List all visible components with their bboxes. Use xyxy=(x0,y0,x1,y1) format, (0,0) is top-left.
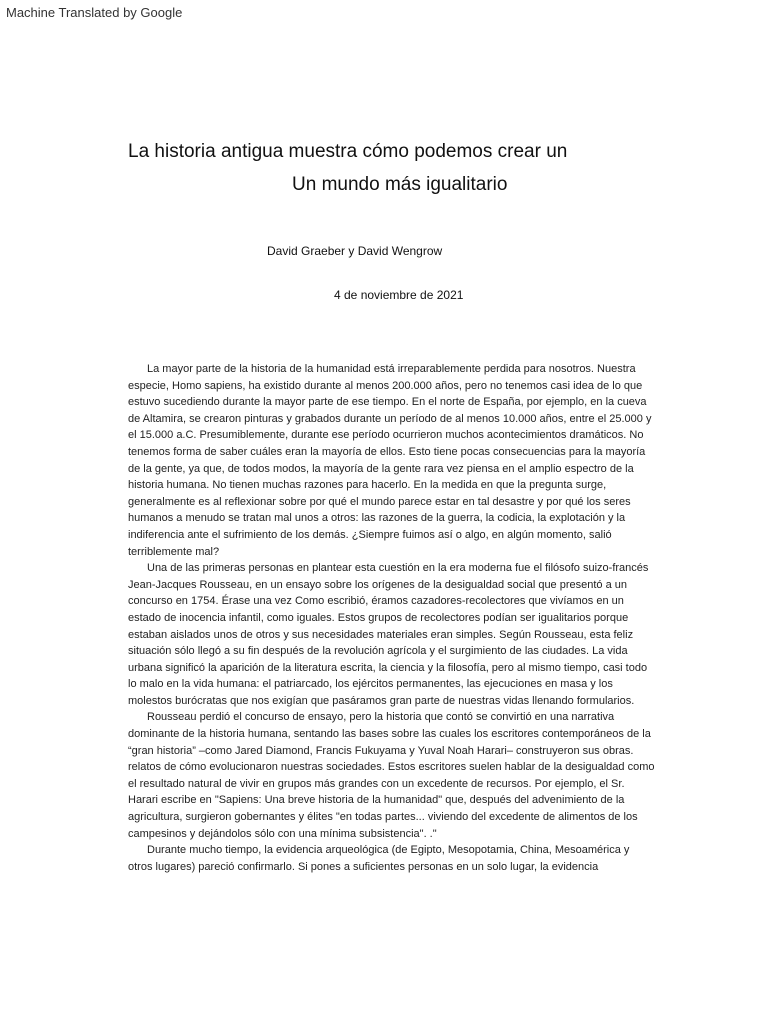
article-date: 4 de noviembre de 2021 xyxy=(334,288,464,302)
machine-translated-label: Machine Translated by Google xyxy=(6,5,183,20)
article-title-line-1: La historia antigua muestra cómo podemos crear un xyxy=(128,141,568,162)
article-authors: David Graeber y David Wengrow xyxy=(267,244,443,258)
body-paragraph: Durante mucho tiempo, la evidencia arqueológica (de Egipto, Mesopotamia, China, Mesoamérica y otros lugares) pareció confirmarlo. Si pones a suficientes personas en un solo lugar, la evidencia xyxy=(128,844,630,873)
body-paragraph: La mayor parte de la historia de la humanidad está irreparablemente perdida para nosotros. Nuestra especie, Homo sapiens, ha existido durante al menos 200.000 años, pero no tenemos casi idea de lo que estuvo sucediendo durante la mayor parte de ese tiempo. En el norte de España, por ejemplo, en la cueva de Altamira, se crearon pinturas y grabados durante un período de al menos 10.000 años, entre el 25.000 y el 15.000 a.C. Presumiblemente, durante ese período ocurrieron muchos acontecimientos dramáticos. No tenemos forma de saber cuáles eran la mayoría de ellos. Esto tiene pocas consecuencias para la mayoría de la gente, ya que, de todos modos, la mayoría de la gente rara vez piensa en el amplio espectro de la historia humana. No tienen muchas razones para hacerlo. En la medida en que la pregunta surge, generalmente es al reflexionar sobre por qué el mundo parece estar en tal desastre y por qué los seres humanos a menudo se tratan mal unos a otros: las razones de la guerra, la codicia, la explotación y la indiferencia ante el sufrimiento de los demás. ¿Siempre fuimos así o algo, en algún momento, salió terriblemente mal? xyxy=(128,363,652,558)
article-title-line-2: Un mundo más igualitario xyxy=(292,174,508,195)
body-paragraph: Una de las primeras personas en plantear esta cuestión en la era moderna fue el filósofo suizo-francés Jean-Jacques Rousseau, en un ensayo sobre los orígenes de la desigualdad social que presentó a un concurso en 1754. Érase una vez Como escribió, éramos cazadores-recolectores que vivíamos en un estado de inocencia infantil, como iguales. Estos grupos de recolectores podían ser igualitarios porque estaban aislados unos de otros y sus necesidades materiales eran simples. Según Rousseau, esta feliz situación sólo llegó a su fin después de la revolución agrícola y el surgimiento de las ciudades. La vida urbana significó la aparición de la literatura escrita, la ciencia y la filosofía, pero al mismo tiempo, casi todo lo malo en la vida humana: el patriarcado, los ejércitos permanentes, las ejecuciones en masa y los molestos burócratas que nos exigían que pasáramos gran parte de nuestras vidas llenando formularios. xyxy=(128,562,649,707)
article-body xyxy=(128,361,656,875)
body-paragraph: Rousseau perdió el concurso de ensayo, pero la historia que contó se convirtió en una narrativa dominante de la historia humana, sentando las bases sobre las cuales los escritores contemporáneos de la “gran historia” –como Jared Diamond, Francis Fukuyama y Yuval Noah Harari– construyeron sus obras. relatos de cómo evolucionaron nuestras sociedades. Estos escritores suelen hablar de la desigualdad como el resultado natural de vivir en grupos más grandes con un excedente de recursos. Por ejemplo, el Sr. Harari escribe en "Sapiens: Una breve historia de la humanidad" que, después del advenimiento de la agricultura, surgieron gobernantes y élites "en todas partes... viviendo del excedente de alimentos de los campesinos y dejándolos sólo con una mínima subsistencia". ." xyxy=(128,711,655,840)
